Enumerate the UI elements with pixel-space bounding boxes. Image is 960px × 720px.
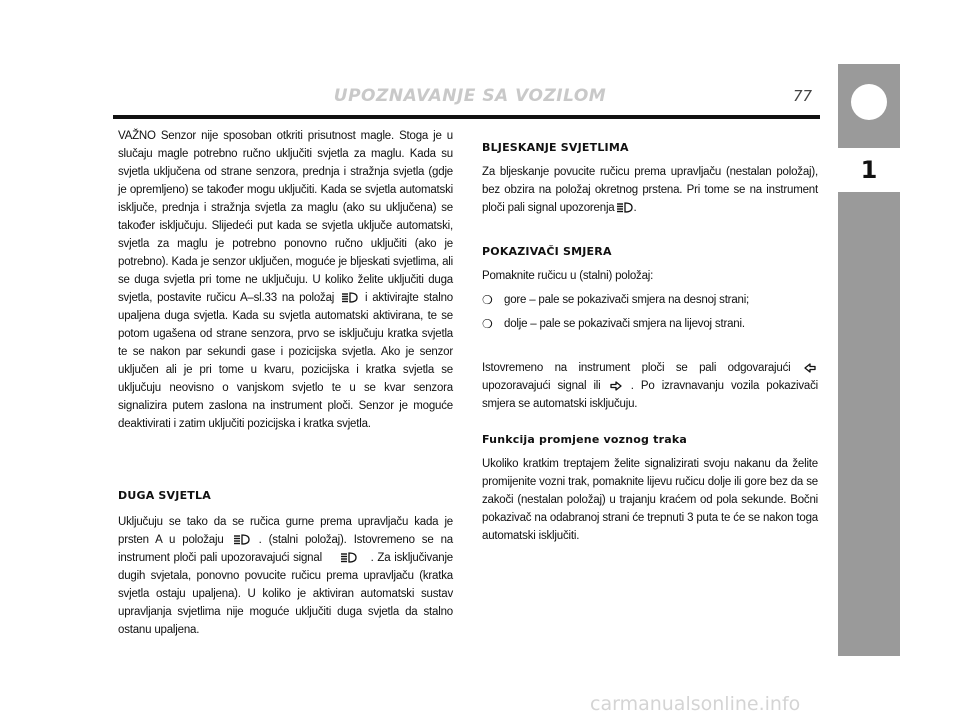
high-beam-icon [340, 552, 357, 563]
high-beam-icon [341, 292, 358, 303]
bljeskanje-end: . [633, 202, 637, 214]
bljeskanje-heading: BLJESKANJE SVJETLIMA [482, 141, 629, 154]
watermark: carmanualsonline.info [590, 693, 801, 715]
bullet-item [482, 315, 818, 333]
bullet-item [482, 291, 818, 309]
bullet-text: dolje – pale se pokazivači smjera na lijevoj strani. [504, 318, 745, 330]
right-column [482, 139, 818, 545]
high-beam-icon [616, 202, 633, 213]
chapter-side-tab [838, 64, 900, 656]
bullet-text: gore – pale se pokazivači smjera na desnoj strani; [504, 294, 750, 306]
page-number: 77 [793, 87, 813, 105]
istovremeno-paragraph [482, 359, 818, 413]
funkcija-heading: Funkcija promjene voznog traka [482, 433, 687, 446]
vazno-paragraph [118, 127, 453, 433]
bullet-mark-icon: ❍ [482, 293, 493, 307]
high-beam-icon [233, 534, 250, 545]
chapter-circle [851, 84, 887, 120]
pokazivaci-intro: Pomaknite ručicu u (stalni) položaj: [482, 270, 654, 282]
istovremeno-text-2: upozoravajući signal ili [482, 380, 601, 392]
duga-svjetla-heading: DUGA SVJETLA [118, 489, 211, 502]
pokazivaci-heading: POKAZIVAČI SMJERA [482, 245, 612, 258]
turn-right-arrow-icon [610, 381, 622, 391]
duga-svjetla-paragraph [118, 513, 453, 639]
bullet-mark-icon: ❍ [482, 317, 493, 331]
turn-left-arrow-icon [804, 363, 816, 373]
vazno-text-2: i aktivirajte stalno upaljena duga svjetla. Kada su svjetla automatski aktivirana, te se potom ugašena od strane senzora, prvo se isključuju kratka svjetla te se nakon par sekundi gase i pozicijska svjetla. Ako je senzor uključen ali je pri tome u kvaru, pozicijska i kratka svjetla se uključuju neovisno o vanjskom svjetlo te u se kvar senzora signalizira putem zaslona na instrument ploči. Senzor je moguće deaktivirati i zatim uključiti pozicijska i kratka svjetla. [118, 292, 453, 430]
duga-text-1: Uključuju se tako da se ručica gurne prema upravljaču kada je prsten A u položaju [118, 516, 453, 546]
bljeskanje-text: Za bljeskanje povucite ručicu prema upravljaču (nestalan položaj), bez obzira na položaj okretnog prstena. Pri tome se na instrument ploči pali signal upozorenja [482, 166, 818, 214]
istovremeno-text-3: . Po izravnavanju vozila pokazivači smjera se automatski isključuju. [482, 380, 818, 410]
header-rule [113, 115, 820, 119]
bljeskanje-paragraph [482, 163, 818, 217]
duga-text-3: . Za isključivanje dugih svjetala, ponovno povucite ručicu prema upravljaču (kratka svjetla ostaju upaljena). U koliko je aktiviran automatski sustav upravljanja svjetlima nije moguće uključiti duga svjetla da stalno ostanu upaljena. [118, 552, 454, 636]
vazno-text: VAŽNO Senzor nije sposoban otkriti prisutnost magle. Stoga je u slučaju magle potrebno ručno uključiti svjetla za maglu. Kada su svjetla uključena od strane senzora, prednja i stražnja svjetla (gdje je opremljeno) se također mogu uključiti. Kada se svjetla automatski isključe, prednja i stražnja svjetla za maglu (ako su uključena) se također isključuju. Slijedeći put kada se svjetla uključe automatski, svjetla za maglu je potrebno ponovno ručno uključiti (ako je potrebno). Kada je senzor uključen, moguće je bljeskati svjetlima, ali se duga svjetla pri tome ne uključuju. U koliko želite uključiti duga svjetla, postavite ručicu A–sl.33 na položaj [118, 130, 453, 304]
duga-text-2: . (stalni položaj). Istovremeno se na instrument ploči pali upozoravajući signal [118, 534, 453, 564]
left-column [118, 127, 453, 639]
chapter-number: 1 [838, 148, 900, 192]
funkcija-paragraph: Ukoliko kratkim treptajem želite signalizirati svoju nakanu da želite promijenite vozni trak, pomaknite lijevu ručicu dolje ili gore bez da se zakoči (nestalan položaj) u trajanju kraćem od pola sekunde. Bočni pokazivač na odabranoj strani će trepnuti 3 puta te će se nakon toga automatski isključiti. [482, 458, 818, 542]
istovremeno-text-1: Istovremeno na instrument ploči se pali odgovarajući [482, 362, 791, 374]
page-header-title: UPOZNAVANJE SA VOZILOM [333, 86, 607, 106]
